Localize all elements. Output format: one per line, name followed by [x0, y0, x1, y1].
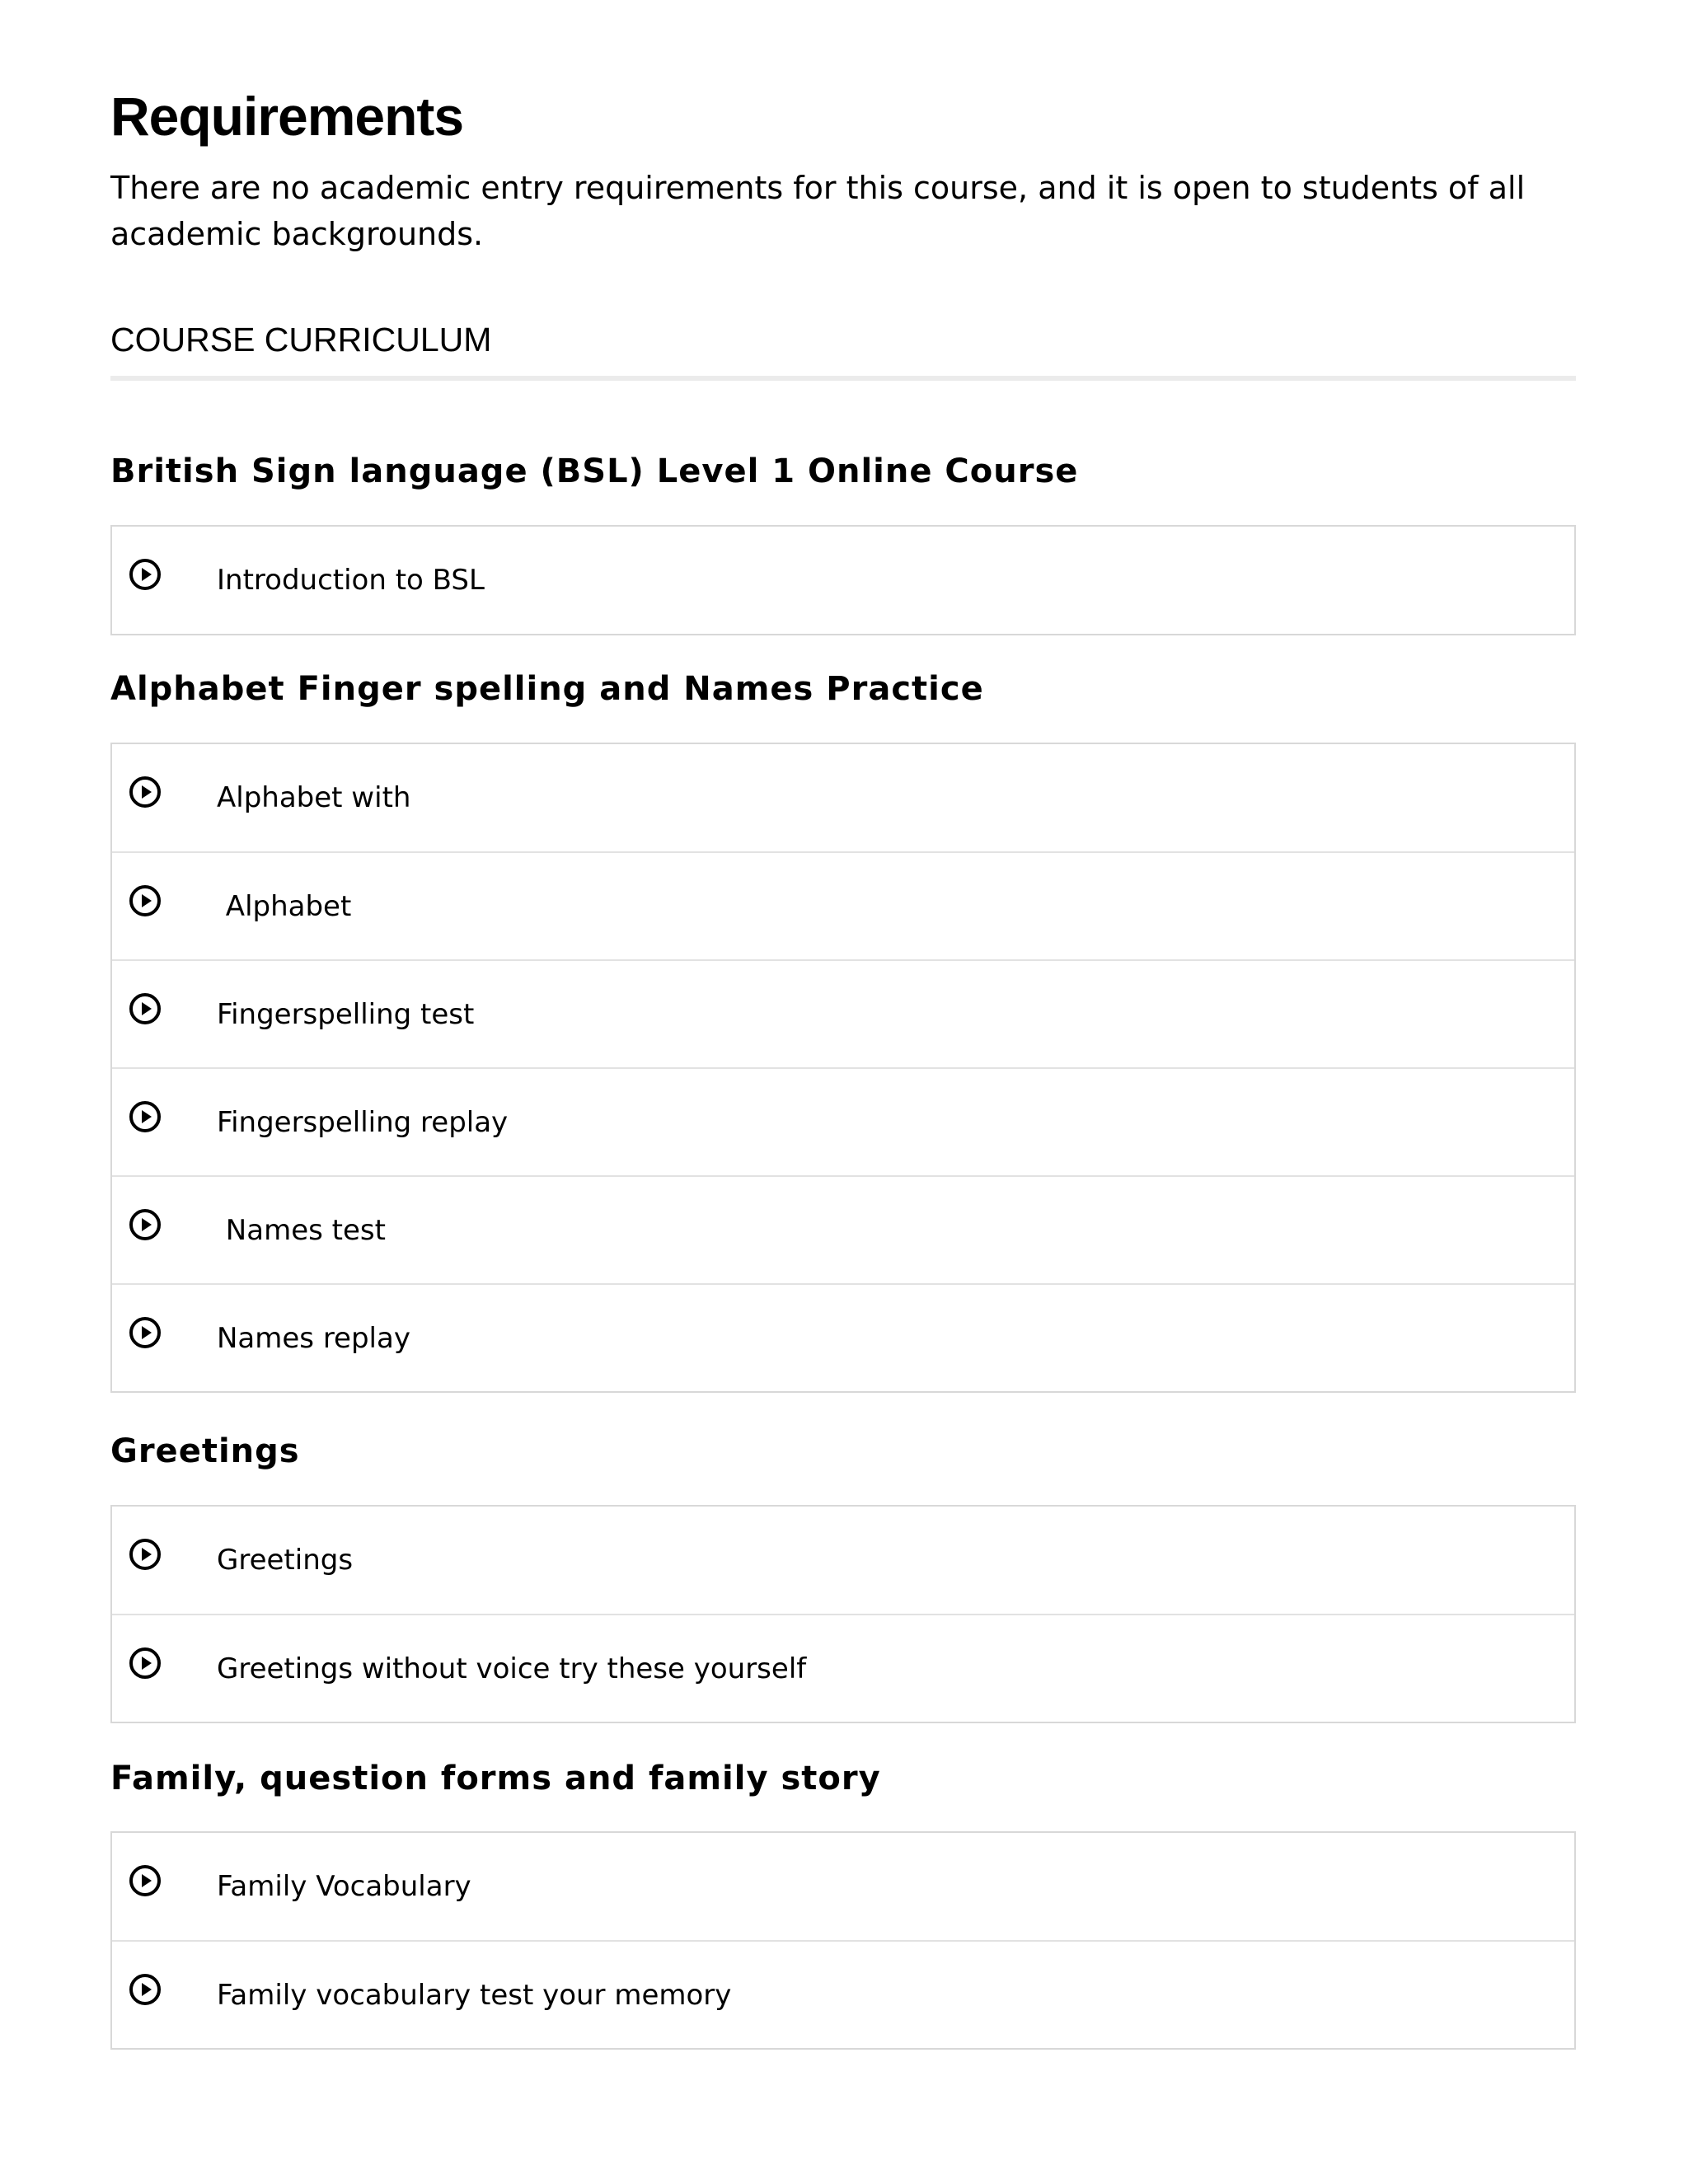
section-title: Greetings — [110, 1432, 300, 1470]
lesson-label: Names replay — [217, 1322, 410, 1355]
lesson-list — [110, 1505, 1576, 1723]
lesson-item[interactable] — [112, 1833, 1574, 1940]
lesson-label: Alphabet — [217, 890, 352, 923]
lesson-label: Alphabet with — [217, 781, 411, 814]
lesson-label: Greetings — [217, 1544, 354, 1577]
play-circle-icon — [129, 992, 162, 1025]
play-circle-icon — [129, 1647, 162, 1680]
lesson-label: Family vocabulary test your memory — [217, 1979, 732, 2012]
lesson-item[interactable] — [112, 851, 1574, 959]
lesson-item[interactable] — [112, 1614, 1574, 1722]
lesson-item[interactable] — [112, 1067, 1574, 1175]
section-title: British Sign language (BSL) Level 1 Online Course — [110, 452, 1079, 490]
lesson-label: Fingerspelling test — [217, 998, 475, 1031]
section-title: Family, question forms and family story — [110, 1760, 881, 1797]
requirements-text: There are no academic entry requirements for this course, and it is open to students of all academic backgrounds. — [110, 170, 1526, 252]
play-circle-icon — [129, 1973, 162, 2006]
lesson-item[interactable] — [112, 1175, 1574, 1283]
play-circle-icon — [129, 1316, 162, 1349]
play-circle-icon — [129, 1208, 162, 1241]
lesson-item[interactable] — [112, 1507, 1574, 1614]
lesson-item[interactable] — [112, 1283, 1574, 1391]
requirements-title: Requirements — [110, 86, 464, 147]
lesson-label: Names test — [217, 1214, 386, 1247]
play-circle-icon — [129, 884, 162, 917]
lesson-label: Introduction to BSL — [217, 564, 485, 597]
lesson-item[interactable] — [112, 959, 1574, 1067]
curriculum-divider — [110, 376, 1576, 381]
lesson-label: Fingerspelling replay — [217, 1106, 509, 1139]
play-circle-icon — [129, 1100, 162, 1133]
play-circle-icon — [129, 1538, 162, 1571]
play-circle-icon — [129, 558, 162, 591]
lesson-item[interactable] — [112, 744, 1574, 851]
lesson-list — [110, 525, 1576, 635]
lesson-list — [110, 1831, 1576, 2050]
lesson-label: Greetings without voice try these yourself — [217, 1652, 807, 1685]
play-circle-icon — [129, 1864, 162, 1897]
lesson-item[interactable] — [112, 1940, 1574, 2048]
section-title: Alphabet Finger spelling and Names Practice — [110, 670, 984, 708]
lesson-item[interactable] — [112, 527, 1574, 634]
lesson-list — [110, 743, 1576, 1393]
curriculum-heading: COURSE CURRICULUM — [110, 321, 492, 359]
lesson-label: Family Vocabulary — [217, 1870, 471, 1903]
play-circle-icon — [129, 776, 162, 808]
